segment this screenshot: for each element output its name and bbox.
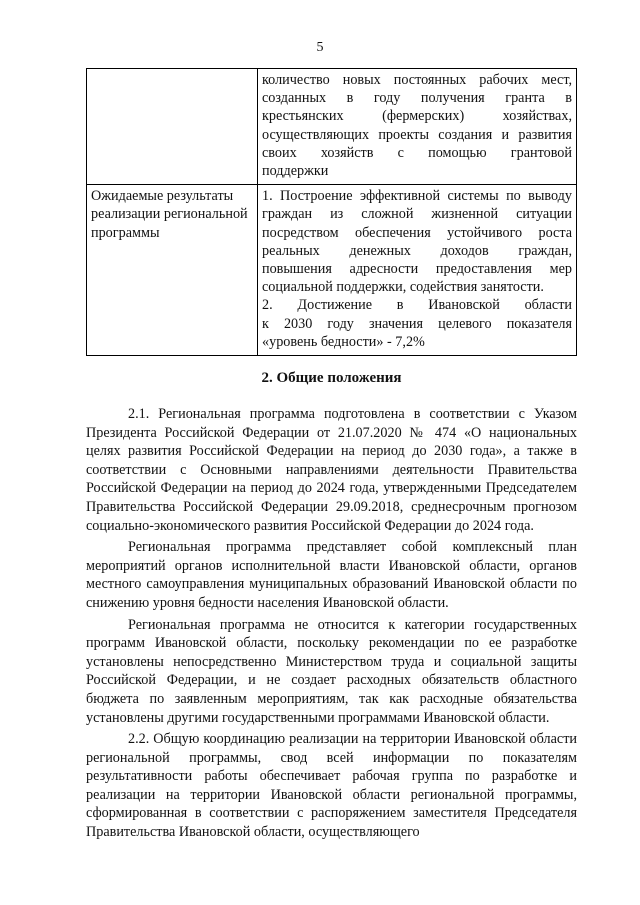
paragraph: Региональная программа не относится к категории государственных программ Ивановской области, поскольку рекомендации по ее разработке установлены непосредственно Министерством труда и социальной защиты Российской Федерации, и не создает расходных обязательств областного бюджета по заявленным мероприятиям, так как расходные обязательства установлены другими государственными программами Ивановской области. — [86, 616, 577, 726]
cell-line: социальной поддержки, содействия занятости. — [262, 279, 544, 296]
cell-line: поддержки — [262, 163, 329, 180]
cell-line: осуществляющих проекты создания и развития — [262, 126, 572, 143]
page-number: 5 — [316, 40, 324, 55]
table-row-value — [258, 185, 577, 356]
table-row-value — [258, 69, 577, 185]
cell-line: количество новых постоянных рабочих мест, — [262, 72, 572, 88]
cell-line: своих хозяйств с помощью грантовой — [262, 144, 572, 161]
section-body — [86, 405, 577, 845]
cell-line: повышения адресности предоставления мер — [262, 261, 572, 278]
paragraph: 2.2. Общую координацию реализации на территории Ивановской области региональной программы, свод всей информации по показателям результативности работы обеспечивает рабочая группа по разработке и реализации на территории Ивановской области региональной программы, сформированная в соответствии с распоряжением заместителя Председателя Правительства Ивановской области, осуществляющего — [86, 731, 577, 841]
cell-line: граждан из сложной жизненной ситуации — [262, 206, 572, 223]
cell-line: к 2030 году значения целевого показателя — [262, 315, 572, 332]
paragraph: Региональная программа представляет собой комплексный план мероприятий органов исполнительной власти Ивановской области, органов местного самоуправления муниципальных образований Ивановской области по снижению уровня бедности населения Ивановской области. — [86, 539, 577, 611]
program-passport-table — [86, 68, 577, 356]
cell-line: реальных денежных доходов граждан, — [262, 242, 572, 259]
section-title: 2. Общие положения — [261, 370, 402, 386]
table-row — [87, 69, 577, 185]
cell-line: посредством обеспечения устойчивого роста — [262, 224, 572, 241]
cell-line: 1. Построение эффективной системы по выводу — [262, 188, 572, 205]
cell-line: «уровень бедности» - 7,2% — [262, 333, 425, 350]
cell-line: созданных в году получения гранта в — [262, 90, 572, 107]
cell-line: крестьянских (фермерских) хозяйствах, — [262, 108, 572, 125]
paragraph: 2.1. Региональная программа подготовлена в соответствии с Указом Президента Российской Федерации от 21.07.2020 № 474 «О национальных целях развития Российской Федерации на период до 2030 года», а также в соответствии с Основными направлениями деятельности Правительства Российской Федерации на период до 2024 года, утвержденными Председателем Правительства Российской Федерации 29.09.2018, среднесрочным прогнозом социально-экономического развития Российской Федерации до 2024 года. — [86, 406, 577, 534]
cell-line: 2. Достижение в Ивановской области — [262, 297, 572, 314]
table-row-label — [87, 69, 258, 185]
table-row — [87, 185, 577, 356]
table-row-label: Ожидаемые результаты реализации региональной программы — [87, 185, 258, 356]
